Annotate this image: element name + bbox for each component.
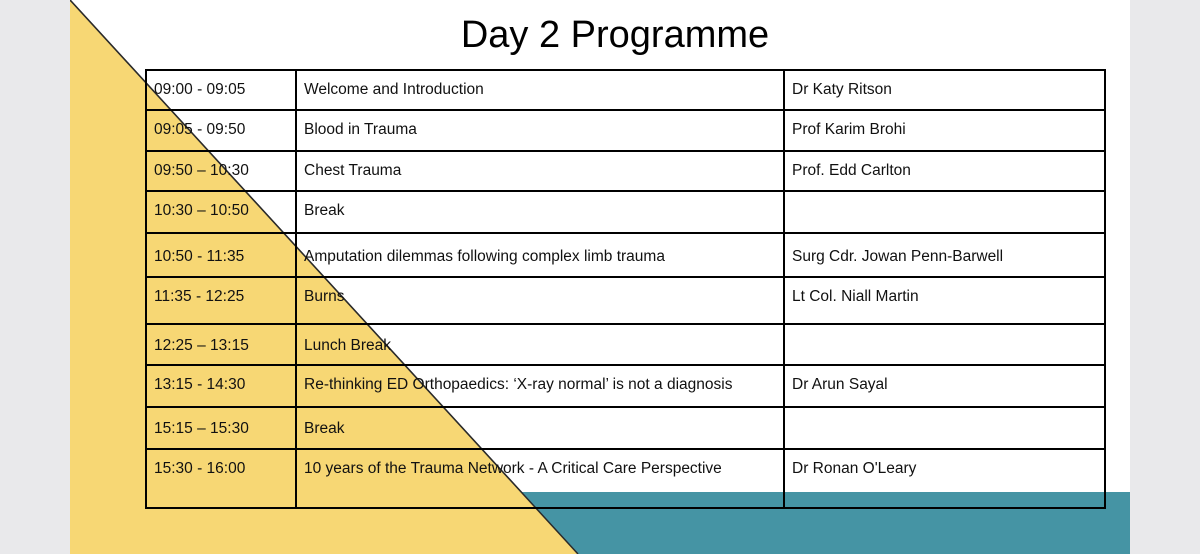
table-row [146, 365, 1105, 407]
table-row [146, 407, 1105, 449]
time-cell: 13:15 - 14:30 [146, 365, 296, 407]
slide [70, 0, 1130, 554]
time-cell: 09:05 - 09:50 [146, 110, 296, 151]
speaker-cell: Dr Arun Sayal [784, 365, 1105, 407]
topic-cell: Lunch Break [296, 324, 784, 365]
time-cell: 10:30 – 10:50 [146, 191, 296, 233]
time-cell: 12:25 – 13:15 [146, 324, 296, 365]
table-row [146, 70, 1105, 110]
topic-cell: Welcome and Introduction [296, 70, 784, 110]
page-title: Day 2 Programme [460, 14, 770, 56]
programme-table [145, 69, 1106, 509]
table-row [146, 277, 1105, 324]
time-cell: 09:00 - 09:05 [146, 70, 296, 110]
time-cell: 10:50 - 11:35 [146, 233, 296, 277]
speaker-cell [784, 407, 1105, 449]
topic-cell: Amputation dilemmas following complex limb trauma [296, 233, 784, 277]
speaker-cell: Surg Cdr. Jowan Penn-Barwell [784, 233, 1105, 277]
speaker-cell [784, 191, 1105, 233]
speaker-cell: Dr Katy Ritson [784, 70, 1105, 110]
topic-cell: Break [296, 407, 784, 449]
time-cell: 09:50 – 10:30 [146, 151, 296, 191]
topic-cell: Re-thinking ED Orthopaedics: ‘X-ray normal’ is not a diagnosis [296, 365, 784, 407]
time-cell: 15:30 - 16:00 [146, 449, 296, 508]
speaker-cell: Dr Ronan O'Leary [784, 449, 1105, 508]
speaker-cell: Prof. Edd Carlton [784, 151, 1105, 191]
table-row [146, 233, 1105, 277]
time-cell: 11:35 - 12:25 [146, 277, 296, 324]
table-row [146, 191, 1105, 233]
topic-cell: 10 years of the Trauma Network - A Critical Care Perspective [296, 449, 784, 508]
speaker-cell: Lt Col. Niall Martin [784, 277, 1105, 324]
topic-cell: Chest Trauma [296, 151, 784, 191]
speaker-cell: Prof Karim Brohi [784, 110, 1105, 151]
table-row [146, 449, 1105, 508]
table-row [146, 324, 1105, 365]
table-row [146, 151, 1105, 191]
time-cell: 15:15 – 15:30 [146, 407, 296, 449]
topic-cell: Break [296, 191, 784, 233]
topic-cell: Blood in Trauma [296, 110, 784, 151]
speaker-cell [784, 324, 1105, 365]
topic-cell: Burns [296, 277, 784, 324]
table-row [146, 110, 1105, 151]
